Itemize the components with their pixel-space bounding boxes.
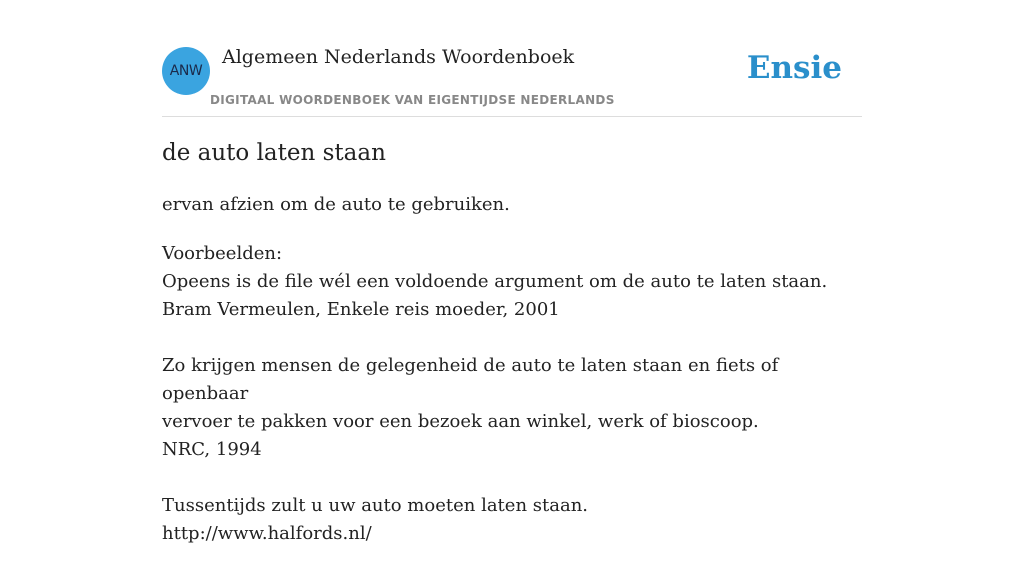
example-source-link[interactable]: http://www.halfords.nl/ — [162, 523, 372, 544]
anw-logo-text: ANW — [169, 63, 203, 79]
definition: ervan afzien om de auto te gebruiken. — [162, 194, 510, 215]
example-source: Bram Vermeulen, Enkele reis moeder, 2001 — [162, 299, 560, 320]
example-text: Opeens is de file wél een voldoende argument om de auto te laten staan. — [162, 271, 828, 292]
example-source: NRC, 1994 — [162, 439, 262, 460]
example-text: vervoer te pakken voor een bezoek aan winkel, werk of bioscoop. — [162, 411, 759, 432]
example-item — [162, 268, 862, 324]
page — [162, 0, 862, 544]
example-item — [162, 352, 862, 464]
example-text: Zo krijgen mensen de gelegenheid de auto te laten staan en fiets of openbaar — [162, 355, 779, 404]
examples-label: Voorbeelden: — [162, 243, 283, 264]
site-header — [162, 0, 862, 117]
examples-section — [162, 240, 862, 576]
dictionary-title[interactable]: Algemeen Nederlands Woordenboek — [222, 46, 575, 68]
example-text: Tussentijds zult u uw auto moeten laten staan. — [162, 495, 589, 516]
dictionary-subtitle: DIGITAAL WOORDENBOEK VAN EIGENTIJDSE NEDERLANDS — [210, 93, 615, 107]
ensie-logo[interactable]: Ensie — [746, 50, 842, 86]
headword: de auto laten staan — [162, 140, 386, 166]
anw-logo[interactable] — [162, 47, 210, 95]
example-item — [162, 492, 862, 548]
